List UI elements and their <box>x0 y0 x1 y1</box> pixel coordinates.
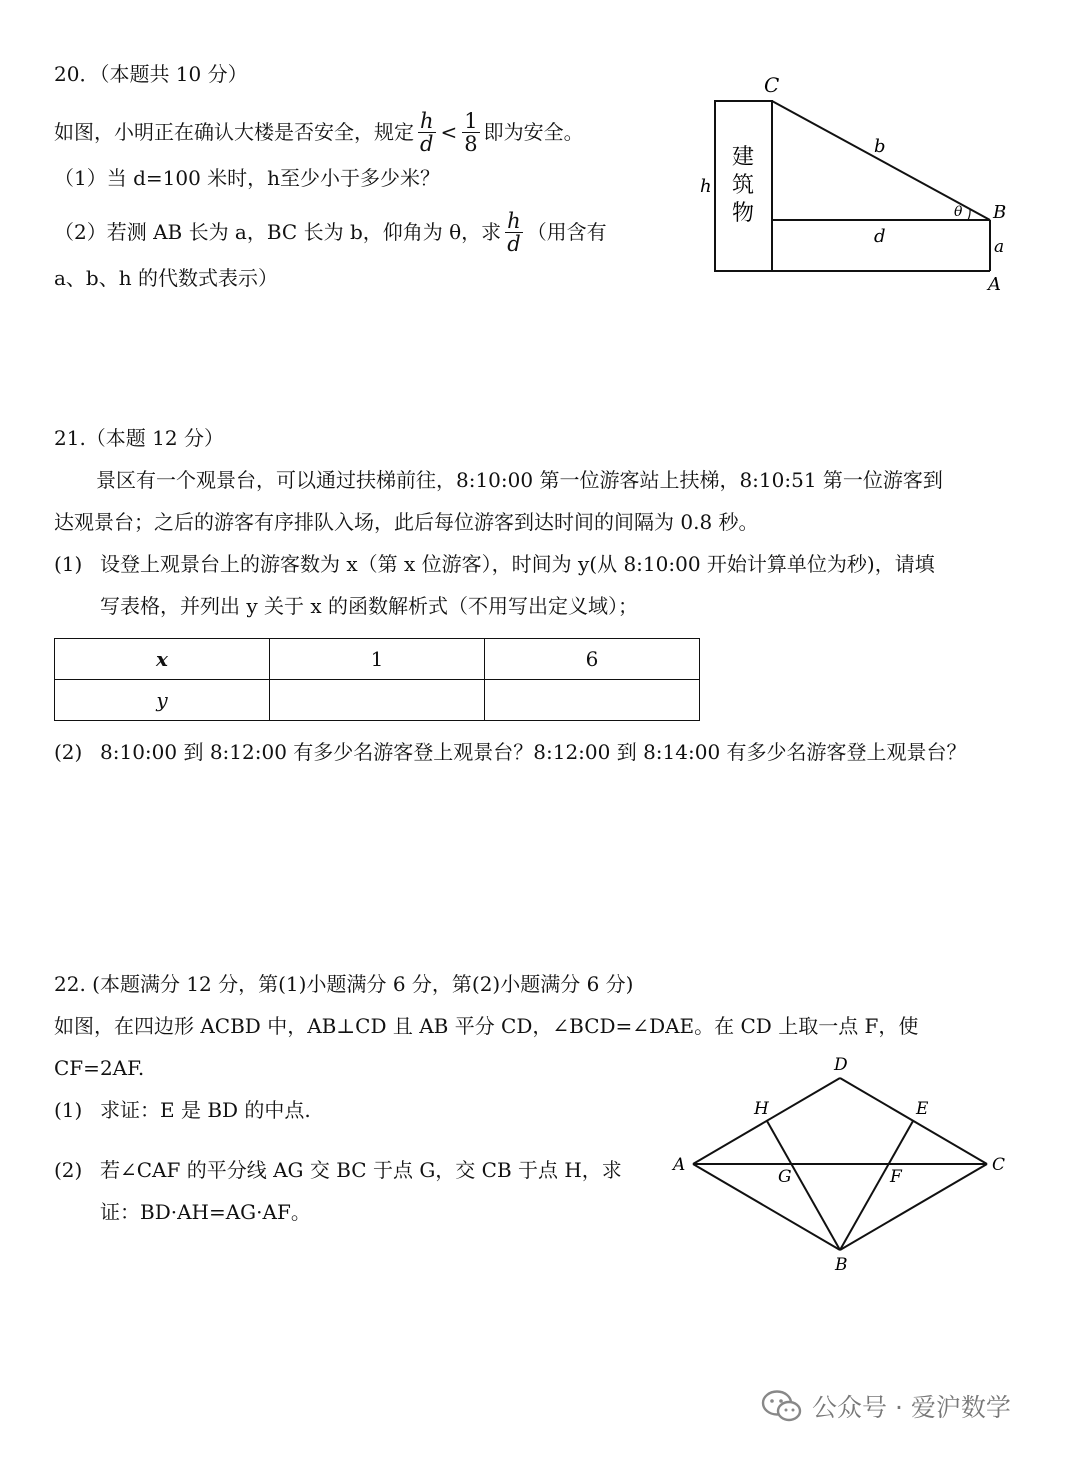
fig20-label-a-lower: a <box>994 237 1005 257</box>
q21-table <box>54 638 700 721</box>
q22-intro2: CF=2AF. <box>54 1056 145 1080</box>
fig22-label-h: H <box>754 1099 769 1119</box>
q20-intro-b: 即为安全。 <box>483 120 584 144</box>
q20-intro <box>54 104 584 160</box>
fig22-label-a: A <box>673 1155 686 1175</box>
q20-frac2-denominator: 8 <box>464 131 478 156</box>
q21-p1-line2: 写表格，并列出 y 关于 x 的函数解析式（不用写出定义域）； <box>100 594 639 618</box>
fig22-label-f: F <box>890 1167 902 1187</box>
q20-fraction-h-over-d <box>418 110 436 155</box>
fig20-label-d: d <box>874 226 886 247</box>
q20-fraction-one-eighth <box>462 110 479 155</box>
fig22-label-b: B <box>835 1255 848 1275</box>
fig20-label-c: C <box>764 73 780 97</box>
q20-part2 <box>54 204 607 260</box>
q22-intro1: 如图，在四边形 ACBD 中，AB⊥CD 且 AB 平分 CD，∠BCD=∠DAE。在 CD 上取一点 F，使 <box>54 1014 919 1038</box>
q21-p2-number: (2) <box>54 740 83 764</box>
q20-header: 20．（本题共 10 分） <box>54 62 248 86</box>
q20-frac3-numerator: h <box>507 208 521 233</box>
fig20-building-char-2: 筑 <box>732 173 755 198</box>
q20-frac3-denominator: d <box>507 231 521 256</box>
fig22-label-d: D <box>834 1055 848 1075</box>
fig20-label-b: B <box>993 202 1007 223</box>
q21-p2-text: 8:10:00 到 8:12:00 有多少名游客登上观景台？8:12:00 到 8:14:00 有多少名游客登上观景台？ <box>100 740 967 764</box>
table-row <box>55 639 700 680</box>
fig20-label-b-lower: b <box>874 136 886 157</box>
q22-p2-text2: 证：BD·AH=AG·AF。 <box>100 1200 311 1224</box>
fig22-label-c: C <box>992 1155 1006 1175</box>
q20-frac1-denominator: d <box>420 131 434 156</box>
segment-eb <box>840 1121 913 1250</box>
segment-cb <box>840 1164 987 1250</box>
q20-less-than: < <box>440 120 458 144</box>
q20-intro-a: 如图，小明正在确认大楼是否安全，规定 <box>54 120 414 144</box>
segment-ba <box>693 1164 840 1250</box>
watermark <box>760 1388 1011 1424</box>
q20-part1: （1）当 d=100 米时，h至少小于多少米？ <box>54 166 441 190</box>
segment-ad <box>693 1078 840 1164</box>
fig20-building-char-1: 建 <box>732 145 755 170</box>
table-cell-empty[interactable] <box>485 680 700 721</box>
segment-cb <box>772 101 990 220</box>
q20-building-figure <box>690 68 1020 298</box>
q22-p2-text1: 若∠CAF 的平分线 AG 交 BC 于点 G，交 CB 于点 H，求 <box>100 1158 622 1182</box>
q21-para1: 景区有一个观景台，可以通过扶梯前往，8:10:00 第一位游客站上扶梯，8:10:51 第一位游客到 <box>96 468 943 492</box>
fig22-label-e: E <box>916 1099 929 1119</box>
q22-p1-number: (1) <box>54 1098 83 1122</box>
q22-quadrilateral-figure <box>660 1050 1020 1280</box>
table-cell-empty[interactable] <box>270 680 485 721</box>
q20-part2-a: （2）若测 AB 长为 a，BC 长为 b，仰角为 θ，求 <box>54 220 502 244</box>
table-row <box>55 680 700 721</box>
segment-dc <box>840 1078 987 1164</box>
fig20-label-theta: θ <box>954 204 963 220</box>
q21-p1-number: (1) <box>54 552 83 576</box>
q20-fraction-h-over-d-2 <box>505 210 523 255</box>
q21-p1-line1: 设登上观景台上的游客数为 x（第 x 位游客），时间为 y(从 8:10:00 开始计算单位为秒)，请填 <box>100 552 935 576</box>
fig20-label-a: A <box>988 274 1001 295</box>
q22-p2-number: (2) <box>54 1158 83 1182</box>
q20-frac2-numerator: 1 <box>464 108 478 133</box>
q22-p1-text: 求证：E 是 BD 的中点. <box>100 1098 311 1122</box>
fig20-building-char-3: 物 <box>732 201 755 226</box>
watermark-text: 公众号 · 爱沪数学 <box>812 1393 1011 1422</box>
table-cell-x-header: x <box>55 639 270 680</box>
q20-part2-b: （用含有 <box>526 220 607 244</box>
table-cell-y-header: y <box>55 680 270 721</box>
q20-part2-continued: a、b、h 的代数式表示） <box>54 266 278 290</box>
q21-para2: 达观景台；之后的游客有序排队入场，此后每位游客到达时间的间隔为 0.8 秒。 <box>54 510 759 534</box>
q22-header: 22. (本题满分 12 分，第(1)小题满分 6 分，第(2)小题满分 6 分) <box>54 972 634 996</box>
table-cell: 1 <box>270 639 485 680</box>
wechat-icon <box>760 1388 804 1424</box>
fig22-label-g: G <box>778 1167 792 1187</box>
q21-header: 21.（本题 12 分） <box>54 426 224 450</box>
angle-arc <box>968 209 970 220</box>
table-cell: 6 <box>485 639 700 680</box>
q20-frac1-numerator: h <box>420 108 434 133</box>
fig20-label-h: h <box>700 176 712 197</box>
